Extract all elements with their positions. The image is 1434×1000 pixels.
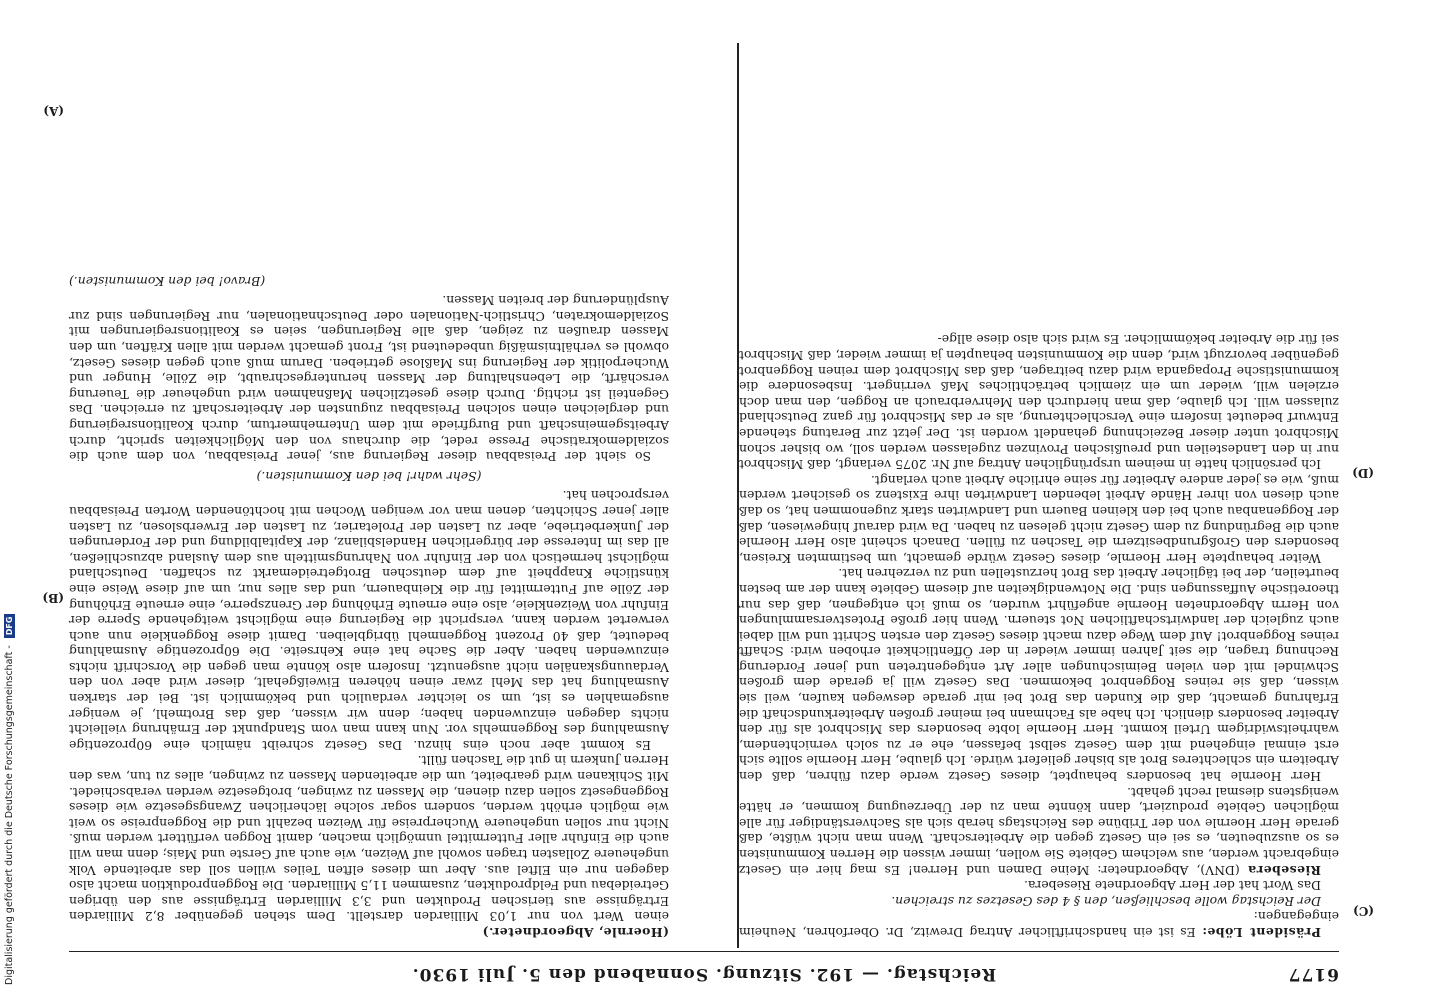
speaker-name: Präsident Löbe: <box>1201 925 1321 940</box>
paragraph <box>739 909 1339 940</box>
page-title: Reichstag. — 192. Sitzung. Sonnabend den 5. Juli 1930. <box>411 964 997 984</box>
margin-mark-d: (D) <box>1352 466 1374 480</box>
paragraph-text: (Bravo! bei den Kommunisten.) <box>69 273 266 289</box>
paragraph <box>69 488 669 753</box>
page-header <box>69 951 1339 988</box>
paragraph <box>69 924 669 940</box>
paragraph <box>739 784 1339 878</box>
paragraph <box>739 472 1339 566</box>
dfg-logo: DFG <box>4 614 15 639</box>
paragraph-text: Ich persönlich hatte in meinem ursprünglichen Antrag auf Nr. 2075 verlangt, daß Mischbrot nur in den Landesteilen und preußischen Provinzen zugelassen werden soll, wo bisher schon Mischbrot unter dieser Bezeichnung gehandelt worden ist. Der jetzt zur Beratung stehende Entwurf bedeutet insofern eine Verschlechterung, als er das Mischbrot für ganz Deutschland zulassen will. Ich glaube, daß man hierdurch den Mehrverbrauch an Roggen, den man doch erzielen will, wieder um ein ziemlich beträchtliches Maß verringert. Insbesondere die kommunistische Propaganda wird dazu beitragen, daß das Mischbrot dem reinen Roggenbrot gegenüber bevorzugt wird, denn die Kommunisten behaupten ja immer wieder, daß Mischbrot sei für die Arbeiter bekömmlicher. Es wird sich also diese allge- <box>738 332 1339 473</box>
paragraph <box>69 468 669 484</box>
speaker-name: (Hoernle, Abgeordneter.) <box>482 925 669 940</box>
paragraph-text: Herr Hoernle hat besonders behauptet, dieses Gesetz werde dazu führen, daß den Arbeitern ein schlechteres Brot als bisher geliefert würde. Ich glaube, Herr Hoernle sollte sich erst einmal eingehend mit dem Gesetz selbst befassen, ehe er zu solch vernichtendem, wahrheitswidrigem Urteil kommt. Herr Hoernle lobte besonders das Mischbrot als für den Arbeiter besonders dienlich. Ich habe als Fachmann bei meiner großen Arbeiterkundschaft die Erfahrung gemacht, daß die Kunden das Brot bei mir gerade deswegen kaufen, weil sie wissen, daß sie reines Roggenbrot bekommen. Das Gesetz will ja gerade dem großen Schwindel mit den vielen Beimischungen aller Art entgegentreten und jener Forderung Rechnung tragen, die seit Jahren immer wieder in der Öffentlichkeit erhoben wird: Schafft reines Roggenbrot! Auf dem Wege dazu macht dieses Gesetz den ersten Schritt und will dabei auch zugleich der landwirtschaftlichen Not steuern. Wenn hier große Protestversammlungen von Herrn Abgeordneten Hoernle angeführt wurden, so muß ich entgegnen, daß das nur theoretische Auffassungen sind. Die Notwendigkeiten auf diesem Gebiete kann der am besten beurteilen, der bei täglicher Arbeit das Brot herzustellen und zu verzehren hat. <box>739 566 1339 785</box>
paragraph <box>69 273 669 289</box>
paragraph-text: Das Wort hat der Herr Abgeordnete Riesebera. <box>1024 878 1321 894</box>
right-column <box>69 269 669 940</box>
paragraph <box>739 566 1339 784</box>
paragraph <box>739 878 1339 894</box>
paragraph <box>739 332 1339 472</box>
paragraph <box>739 893 1339 909</box>
left-column <box>739 332 1339 940</box>
paragraph <box>69 753 669 925</box>
page-number: 6177 <box>1287 964 1339 984</box>
digitization-credit <box>4 614 15 985</box>
paragraph-text: einen Wert von nur 1,03 Milliarden darstellt. Dem stehen gegenüber 8,2 Milliarden Erträgnisse aus tierischen Produkten und 3,3 Milliarden Erträgnisse aus den übrigen Getreidebau und Feldprodukten, zusammen 11,5 Milliarden. Die Roggenproduktion macht also dagegen nur ein Elftel aus. Aber um dieses elften Teiles willen soll das arbeitende Volk ungeheuere Zollasten tragen sowohl auf Weizen, wie auch auf Gerste und Mais; denn man will auch die Einfuhr aller Futtermittel unmöglich machen, damit Roggen verfüttert werden muß. Nicht nur sollen ungeheuere Wucherpreise für Weizen bezahlt und die Roggenpreise so weit wie möglich erhöht werden, sondern sogar solche lächerlichen Zwangsgesetze wie dieses Roggengesetz sollen dazu dienen, die Massen zu zwingen, brotgesetze werden verabschiedet. Mit Schikanen wird gearbeitet, um die arbeitenden Massen zu zwingen, alles zu tun, was den Herren Junkern in gut die Taschen füllt. <box>69 753 669 925</box>
margin-mark-a: (A) <box>43 104 64 118</box>
paragraph-text: Weiter behauptete Herr Hoernle, dieses Gesetz würde gemacht, um bestimmten Kreisen, besonders den Großgrundbesitzern die Taschen zu füllen. Danach scheint also Herr Hoernle auch die Begründung zu dem Gesetz nicht gelesen zu haben. Da wird darauf hingewiesen, daß der Roggenanbau auch bei den kleinen Bauern und Landwirten stark zugenommen hat, so daß auch diesen von ihrer Hände Arbeit lebenden Landwirten ihre Existenz so gesichert werden muß, wie es jeder andere Arbeiter für seine ehrliche Arbeit auch verlangt. <box>739 472 1339 566</box>
document-page <box>40 0 1434 1000</box>
paragraph-text: (Sehr wahr! bei den Kommunisten.) <box>256 468 482 484</box>
paragraph-text: Es kommt aber noch eins hinzu. Das Gesetz schreibt nämlich eine 60prozentige Ausmahlung des Roggenmehls vor. Nun kann man vom Standpunkt der Ernährung vielleicht nichts dagegen einzuwenden haben; denn wir wissen, daß das Brotmehl, je weniger ausgemahlen es ist, um so leichter verdaulich und bekömmlich ist. Bei der starken Ausmahlung hat das Mehl zwar einen höheren Eiweißgehalt, dieser wird aber von den Verdauungskanälen nicht ausgenutzt. Insofern also könnte man gegen die Vorschrift nichts einzuwenden haben. Aber die Sache hat eine Kehrseite. Die 60prozentige Ausmahlung bedeutet, daß 40 Prozent Roggenmehl übrigbleiben. Damit diese Roggenkleie nun auch verwertet werden kann, verspricht die Regierung eine möglichst weitgehende Sperre der Einfuhr von Weizenkleie, also eine erneute Erhöhung der Grenzsperre, eine erneute Erhöhung der Zölle auf Futtermittel für die Kleinbauern, und das alles nur, um auf diese Weise eine künstliche Knappheit auf dem deutschen Brotgetreidemarkt zu schaffen. Deutschland möglichst hermetisch von der Einfuhr von Nahrungsmitteln aus dem Ausland abzuschließen, all das im Interesse der bürgerlichen Handelsbilanz, der Kapitalbildung und der Forderungen der Junkerbetriebe, aber zu Lasten der Proletarier, zu Lasten der Erwerbslosen, zu Lasten aller jener Schichten, denen man vor wenigen Wochen mit hochtönenden Worten Preisabbau versprochen hat. <box>69 488 669 753</box>
paragraph <box>69 293 669 465</box>
paragraph-text: Es ist ein handschriftlicher Antrag Drewitz, Dr. Oberfohren, Neuheim eingegangen: <box>739 909 1339 940</box>
paragraph-text: (DNV), Abgeordneter: Meine Damen und Herren! Es mag hier ein Gesetz eingebracht werden, aus welchem Gebiete Sie wollen, immer wissen die Herren Kommunisten es so auszubeuten, es sei ein Gesetz gegen die Arbeiterschaft. Wenn man nicht wüßte, daß gerade Herr Hoernle von der Tribüne des Reichstags herab sich als Sachverständiger für alle möglichen Gebiete produziert, dann könnte man zu der Überzeugung kommen, er hätte wenigstens diesmal recht gehabt. <box>739 784 1339 878</box>
margin-mark-c: (C) <box>1353 904 1374 918</box>
paragraph-text: Der Reichstag wolle beschließen, den § 4 des Gesetzes zu streichen. <box>891 893 1321 909</box>
paragraph-text: So sieht der Preisabbau dieser Regierung aus, jener Preisabbau, von dem auch die sozialdemokratische Presse redet, die durchaus von den Möglichkeiten spricht, durch Arbeitsgemeinschaft und Burgfriede mit dem Unternehmertum, durch Koalitionsregierung und dergleichen einen solchen Preisabbau zugunsten der Arbeiterschaft zu erreichen. Das Gegenteil ist richtig. Durch diese gesetzlichen Maßnahmen wird ungeheuer die Teuerung verschärft, die Lebenshaltung der Massen heruntergeschraubt, die Zölle, Hunger und Wucherpolitik der Regierung ins Maßlose getrieben. Darum muß auch gegen dieses Gesetz, obwohl es verhältnismäßig unbedeutend ist, Front gemacht werden mit allen Kräften, um den Massen draußen zu zeigen, daß alle Regierungen, seien es Koalitionsregierungen mit Sozialdemokraten, Christlich-Nationalen oder Deutschnationalen, nur Regierungen sind zur Ausplünderung der breiten Massen. <box>69 293 669 465</box>
credit-text: Digitalisierung gefördert durch die Deutsche Forschungsgemeinschaft - <box>4 645 15 985</box>
speaker-name: Riesebera <box>1247 862 1321 878</box>
margin-mark-b: (B) <box>42 591 64 605</box>
